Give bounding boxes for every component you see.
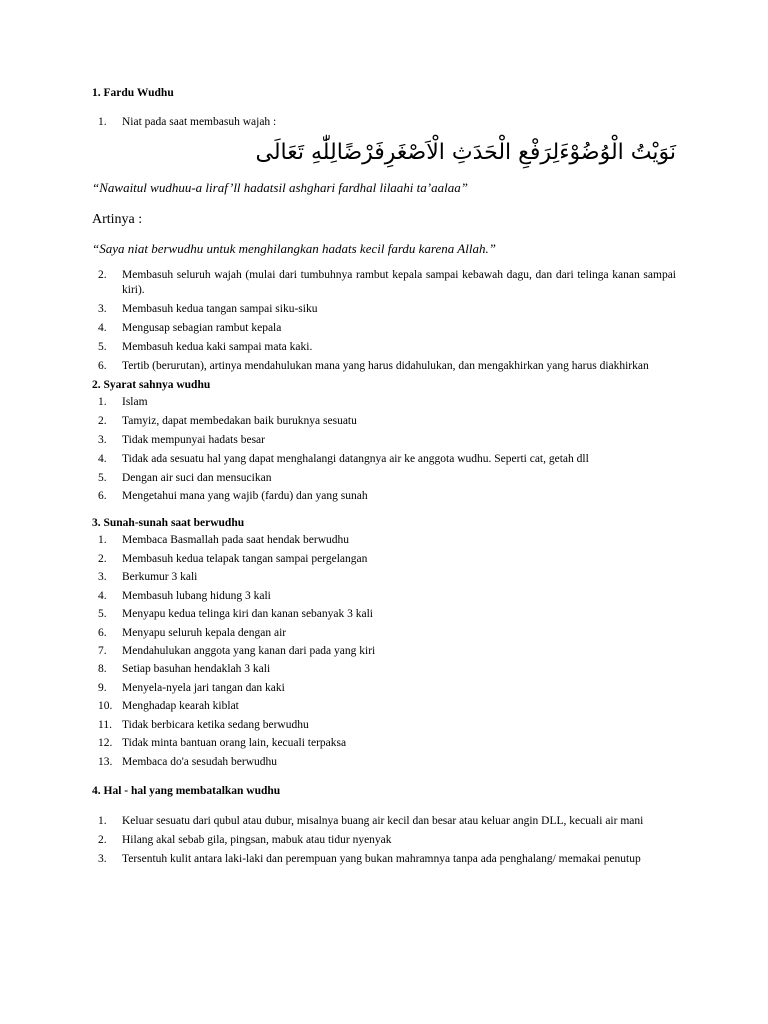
list-item-text: Membasuh kedua kaki sampai mata kaki. [122,340,313,353]
list-item-number: 2. [98,834,107,847]
list-item [92,471,676,486]
list-item-number: 4. [98,452,107,465]
list-item [92,644,676,659]
list-item-number: 3. [98,853,107,866]
list-item-text: Menyapu kedua telinga kiri dan kanan sebanyak 3 kali [122,608,374,621]
list-item [92,414,676,429]
list-item [92,489,676,504]
document-page [92,86,676,871]
section-4-heading: 4. Hal - hal yang membatalkan wudhu [92,784,281,797]
list-item-number: 2. [98,269,107,282]
list-item-number: 10. [98,700,113,713]
list-item [92,302,676,317]
list-item [92,626,676,641]
list-item-text: Tidak minta bantuan orang lain, kecuali terpaksa [122,737,347,750]
list-item-text: Membasuh seluruh wajah (mulai dari tumbuhnya rambut kepala sampai kebawah dagu, dan dari telinga kanan sampai kiri). [122,269,676,297]
list-item [92,552,676,567]
list-item-text: Membasuh lubang hidung 3 kali [122,589,271,602]
list-item-text: Membasuh kedua telapak tangan sampai pergelangan [122,552,368,565]
list-item-text: Tertib (berurutan), artinya mendahulukan mana yang harus didahulukan, dan mengakhirkan yang harus diakhirkan [122,359,649,372]
artinya-label: Artinya : [92,212,143,228]
list-item [92,589,676,604]
list-item [92,852,676,867]
list-item-number: 8. [98,663,107,676]
list-item-number: 1. [98,534,107,547]
list-item-text: Hilang akal sebab gila, pingsan, mabuk atau tidur nyenyak [122,834,392,847]
list-item-number: 6. [98,359,107,372]
list-item [92,662,676,677]
list-item-number: 12. [98,737,113,750]
list-item-number: 6. [98,490,107,503]
list-item-text: Menyapu seluruh kepala dengan air [122,626,287,639]
list-item [92,359,676,374]
list-item-text: Mengetahui mana yang wajib (fardu) dan yang sunah [122,490,368,503]
list-item-number: 6. [98,626,107,639]
list-item-text: Tidak ada sesuatu hal yang dapat menghalangi datangnya air ke anggota wudhu. Seperti cat, getah dll [122,452,589,465]
list-item-text: Tersentuh kulit antara laki-laki dan perempuan yang bukan mahramnya tanpa ada penghalang/ memakai penutup [122,853,641,866]
niat-translation: “Saya niat berwudhu untuk menghilangkan hadats kecil fardu karena Allah.” [92,241,496,257]
list-item-text: Berkumur 3 kali [122,571,198,584]
list-item-number: 5. [98,608,107,621]
list-item-number: 4. [98,589,107,602]
niat-transliteration: “Nawaitul wudhuu-a liraf’ll hadatsil ashghari fardhal lilaahi ta’aalaa” [92,180,468,196]
list-item-number: 5. [98,340,107,353]
list-item-number: 3. [98,303,107,316]
list-item-number: 7. [98,644,107,657]
section-2-heading: 2. Syarat sahnya wudhu [92,378,211,391]
section-4-list [92,814,676,867]
list-item-number: 2. [98,552,107,565]
list-item [92,833,676,848]
list-item-number: 3. [98,571,107,584]
section-3-list [92,533,676,769]
list-item-text: Menyela-nyela jari tangan dan kaki [122,681,285,694]
list-item-number: 1. [98,395,107,408]
list-item-text: Membasuh kedua tangan sampai siku-siku [122,303,318,316]
list-item [92,755,676,770]
list-item-text: Setiap basuhan hendaklah 3 kali [122,663,271,676]
section-1-list [92,115,676,130]
list-item-number: 9. [98,681,107,694]
section-2-list [92,395,676,505]
list-item [92,736,676,751]
list-item [92,718,676,733]
list-item [92,681,676,696]
section-1-list-cont [92,268,676,374]
list-item-number: 1. [98,815,107,828]
list-item [92,340,676,355]
list-item-text: Mendahulukan anggota yang kanan dari pada yang kiri [122,644,376,657]
list-item [92,321,676,336]
section-1-heading: 1. Fardu Wudhu [92,87,174,99]
list-item-number: 5. [98,471,107,484]
list-item-text: Menghadap kearah kiblat [122,700,239,713]
list-item-text: Membaca Basmallah pada saat hendak berwudhu [122,534,350,547]
list-item [92,452,676,467]
list-item [92,814,676,829]
list-item-text: Tidak berbicara ketika sedang berwudhu [122,718,309,731]
list-item [92,395,676,410]
list-item [92,570,676,585]
list-item [92,607,676,622]
list-item [92,268,676,298]
list-item-text: Membaca do'a sesudah berwudhu [122,755,278,768]
list-item-number: 4. [98,322,107,335]
section-3-heading: 3. Sunah-sunah saat berwudhu [92,517,245,530]
list-item: 1. Niat pada saat membasuh wajah : [98,115,277,128]
list-item-number: 11. [98,718,112,731]
list-item [92,533,676,548]
list-item-number: 2. [98,414,107,427]
list-item-number: 13. [98,755,113,768]
list-item-text: Islam [122,395,148,408]
niat-arabic-text: نَوَيْتُ الْوُضُوْءَلِرَفْعِ الْحَدَثِ الْاَصْغَرِفَرْضًالِلّٰهِ تَعَالَى [255,139,676,165]
list-item [92,699,676,714]
list-item-text: Keluar sesuatu dari qubul atau dubur, misalnya buang air kecil dan besar atau keluar angin DLL, kecuali air mani [122,815,644,828]
list-item-number: 3. [98,433,107,446]
list-item-text: Mengusap sebagian rambut kepala [122,322,282,335]
list-item-text: Dengan air suci dan mensucikan [122,471,272,484]
list-item-text: Tamyiz, dapat membedakan baik buruknya sesuatu [122,414,357,427]
list-item [92,433,676,448]
list-item-text: Tidak mempunyai hadats besar [122,433,265,446]
